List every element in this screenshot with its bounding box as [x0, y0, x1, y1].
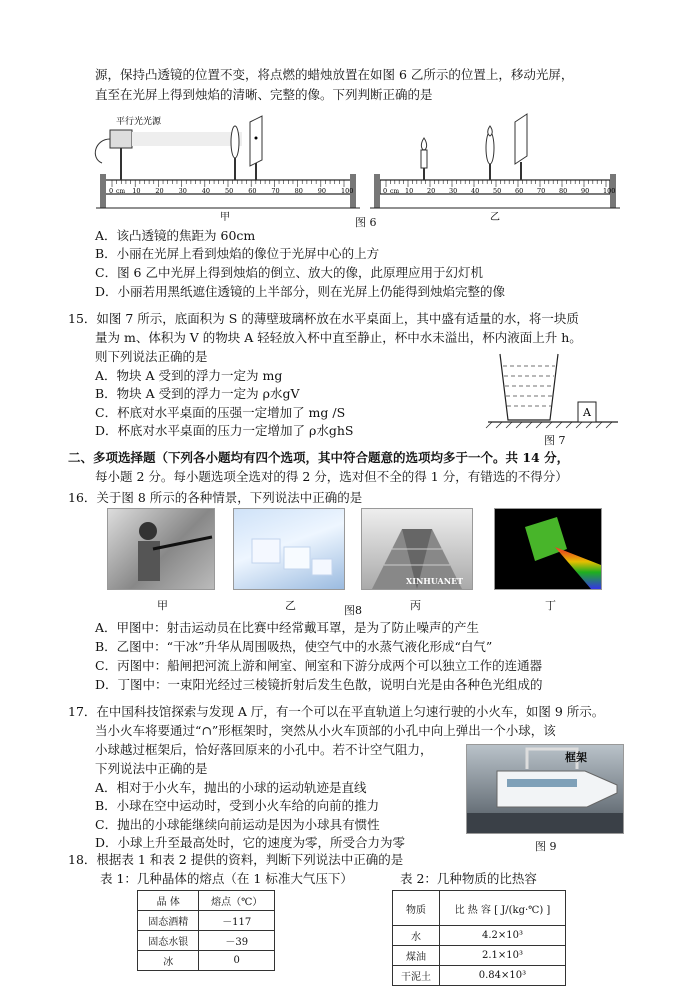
fig8-label-yi: 乙: [285, 599, 296, 612]
table-row: [138, 931, 275, 951]
table-row: [393, 926, 566, 946]
ruler-tick-label: 30: [449, 187, 458, 195]
frame-label: 框架: [565, 751, 587, 764]
ruler-tick-label: 20: [155, 187, 164, 195]
ruler-tick-label: 60: [515, 187, 524, 195]
ruler-tick-label: 10: [132, 187, 141, 195]
table1-cell: －39: [199, 931, 275, 951]
table2-clip: [392, 890, 568, 983]
q16-option-a: A．甲图中：射击运动员在比赛中经常戴耳罩，是为了防止噪声的产生: [95, 620, 480, 635]
table1: [137, 890, 275, 971]
ruler-tick-label: 100: [341, 187, 354, 195]
q17-stem-4: 下列说法中正确的是: [95, 761, 208, 776]
q15-stem-3: 则下列说法正确的是: [95, 349, 208, 364]
q17-stem-3: 小球越过框架后，恰好落回原来的小孔中。若不计空气阻力，: [95, 742, 433, 757]
table1-cell: －117: [199, 911, 275, 931]
ruler-unit-label: cm: [390, 188, 400, 195]
table2-head-specific-heat: 比 热 容 [ J/(kg·℃) ]: [439, 891, 565, 926]
photo-ship-lock: [361, 508, 473, 590]
photo-train: [466, 744, 624, 834]
q15-option-d: D．杯底对水平桌面的压力一定增加了 ρ水ghS: [95, 423, 354, 438]
fig6-left-label: 甲: [220, 212, 230, 223]
q14-option-d: D．小丽若用黑纸遮住透镜的上半部分，则在光屏上仍能得到烛焰完整的像: [95, 284, 506, 299]
q17-stem-2: 当小火车将要通过“∩”形框架时，突然从小火车顶部的小孔中向上弹出一个小球，该: [95, 723, 556, 738]
figure-7: [488, 350, 618, 430]
ruler-tick-label: 80: [294, 187, 303, 195]
table2-cell: 0.84×10³: [439, 966, 565, 986]
figure-6: [90, 108, 630, 228]
xinhua-watermark: XINHUANET: [406, 576, 464, 586]
block-a-label: A: [583, 406, 591, 419]
fig8-label-ding: 丁: [545, 599, 556, 612]
q15-option-b: B．物块 A 受到的浮力一定为 ρ水gV: [95, 386, 300, 401]
fig7-caption: 图 7: [544, 434, 566, 447]
section2-line-2: 每小题 2 分。每小题选项全选对的得 2 分，选对但不全的得 1 分，有错选的不得分）: [95, 469, 568, 484]
table1-cell: 固态酒精: [138, 911, 199, 931]
table1-head-crystal: 晶 体: [138, 891, 199, 911]
table2-header: [393, 891, 566, 926]
q17-stem-1: 17．在中国科技馆探索与发现 A 厅，有一个可以在平直轨道上匀速行驶的小火车，如图 9 所示。: [68, 704, 605, 719]
intro-line-1: 源，保持凸透镜的位置不变，将点燃的蜡烛放置在如图 6 乙所示的位置上，移动光屏，: [95, 67, 574, 82]
table2-head-substance: 物质: [393, 891, 440, 926]
ruler-tick-label: 90: [581, 187, 590, 195]
photo-prism: [494, 508, 602, 590]
ruler-tick-label: 40: [471, 187, 480, 195]
intro-line-2: 直至在光屏上得到烛焰的清晰、完整的像。下列判断正确的是: [95, 87, 433, 102]
ruler-tick-label: 10: [405, 187, 414, 195]
table2-cell: 水: [393, 926, 440, 946]
fig6-caption: 图 6: [355, 216, 377, 229]
q17-option-c: C．抛出的小球能继续向前运动是因为小球具有惯性: [95, 817, 380, 832]
q15-option-a: A．物块 A 受到的浮力一定为 mg: [95, 368, 283, 383]
fig6-right-label: 乙: [490, 212, 500, 223]
q15-option-c: C．杯底对水平桌面的压强一定增加了 mg /S: [95, 405, 346, 420]
table-row: [393, 966, 566, 986]
table1-title: 表 1：几种晶体的熔点（在 1 标准大气压下）: [100, 871, 353, 886]
photo-dry-ice: [233, 508, 345, 590]
optical-bench-right: [370, 114, 620, 223]
photo-shooter: [107, 508, 215, 590]
fig8-label-jia: 甲: [157, 599, 168, 612]
fig9-caption: 图 9: [535, 840, 557, 853]
table1-head-melting-point: 熔点（℃）: [199, 891, 275, 911]
q15-stem-1: 15．如图 7 所示，底面积为 S 的薄壁玻璃杯放在水平桌面上，其中盛有适量的水，将一块质: [68, 311, 579, 326]
q16-option-b: B．乙图中：“干冰”升华从周围吸热，使空气中的水蒸气液化形成“白气”: [95, 639, 493, 654]
table2-cell: 4.2×10³: [439, 926, 565, 946]
q16-stem: 16．关于图 8 所示的各种情景，下列说法中正确的是: [68, 490, 363, 505]
light-source-label: 平行光光源: [116, 117, 162, 127]
q17-option-d: D．小球上升至最高处时，它的速度为零，所受合力为零: [95, 835, 406, 850]
ruler-tick-label: 40: [201, 187, 211, 195]
ruler-tick-label: 50: [225, 187, 234, 195]
q14-option-c: C．图 6 乙中光屏上得到烛焰的倒立、放大的像，此原理应用于幻灯机: [95, 265, 483, 280]
ruler-tick-label: 0: [383, 187, 388, 195]
q14-option-a: A．该凸透镜的焦距为 60cm: [95, 228, 256, 243]
q16-option-d: D．丁图中：一束阳光经过三棱镜折射后发生色散，说明白光是由各种色光组成的: [95, 677, 543, 692]
table-row: [138, 911, 275, 931]
q18-stem: 18．根据表 1 和表 2 提供的资料，判断下列说法中正确的是: [68, 852, 404, 867]
ruler-tick-label: 50: [493, 187, 502, 195]
ruler-tick-label: 0: [109, 187, 114, 195]
q15-stem-2: 量为 m、体积为 V 的物块 A 轻轻放入杯中直至静止，杯中水未溢出，杯内液面上升 h。: [95, 330, 582, 345]
ruler-tick-label: 30: [178, 187, 187, 195]
q17-option-a: A．相对于小火车，抛出的小球的运动轨迹是直线: [95, 780, 367, 795]
section2-line-1: 二、多项选择题（下列各小题均有四个选项，其中符合题意的选项均多于一个。共 14 分，: [68, 450, 570, 465]
ruler-tick-label: 100: [603, 187, 616, 195]
optical-bench-left: [95, 115, 360, 223]
table-row: [138, 951, 275, 971]
table1-cell: 固态水银: [138, 931, 199, 951]
table1-header: [138, 891, 275, 911]
ruler-tick-label: 60: [248, 187, 257, 195]
table-row: [393, 946, 566, 966]
table2-cell: 2.1×10³: [439, 946, 565, 966]
ruler-tick-label: 80: [559, 187, 568, 195]
table2-cell: 干泥土: [393, 966, 440, 986]
ruler-tick-label: 20: [427, 187, 436, 195]
table2-cell: 煤油: [393, 946, 440, 966]
table1-cell: 0: [199, 951, 275, 971]
table1-cell: 冰: [138, 951, 199, 971]
q17-option-b: B．小球在空中运动时，受到小火车给的向前的推力: [95, 798, 380, 813]
ruler-tick-label: 70: [537, 187, 546, 195]
fig8-caption: 图8: [344, 604, 362, 617]
ruler-unit-label: cm: [116, 188, 126, 195]
table2-title: 表 2：几种物质的比热容: [400, 871, 537, 886]
q14-option-b: B．小丽在光屏上看到烛焰的像位于光屏中心的上方: [95, 246, 380, 261]
ruler-tick-label: 90: [317, 187, 327, 195]
fig8-label-bing: 丙: [410, 599, 421, 612]
table2: [392, 890, 566, 986]
q16-option-c: C．丙图中：船闸把河流上游和闸室、闸室和下游分成两个可以独立工作的连通器: [95, 658, 543, 673]
ruler-tick-label: 70: [271, 187, 280, 195]
